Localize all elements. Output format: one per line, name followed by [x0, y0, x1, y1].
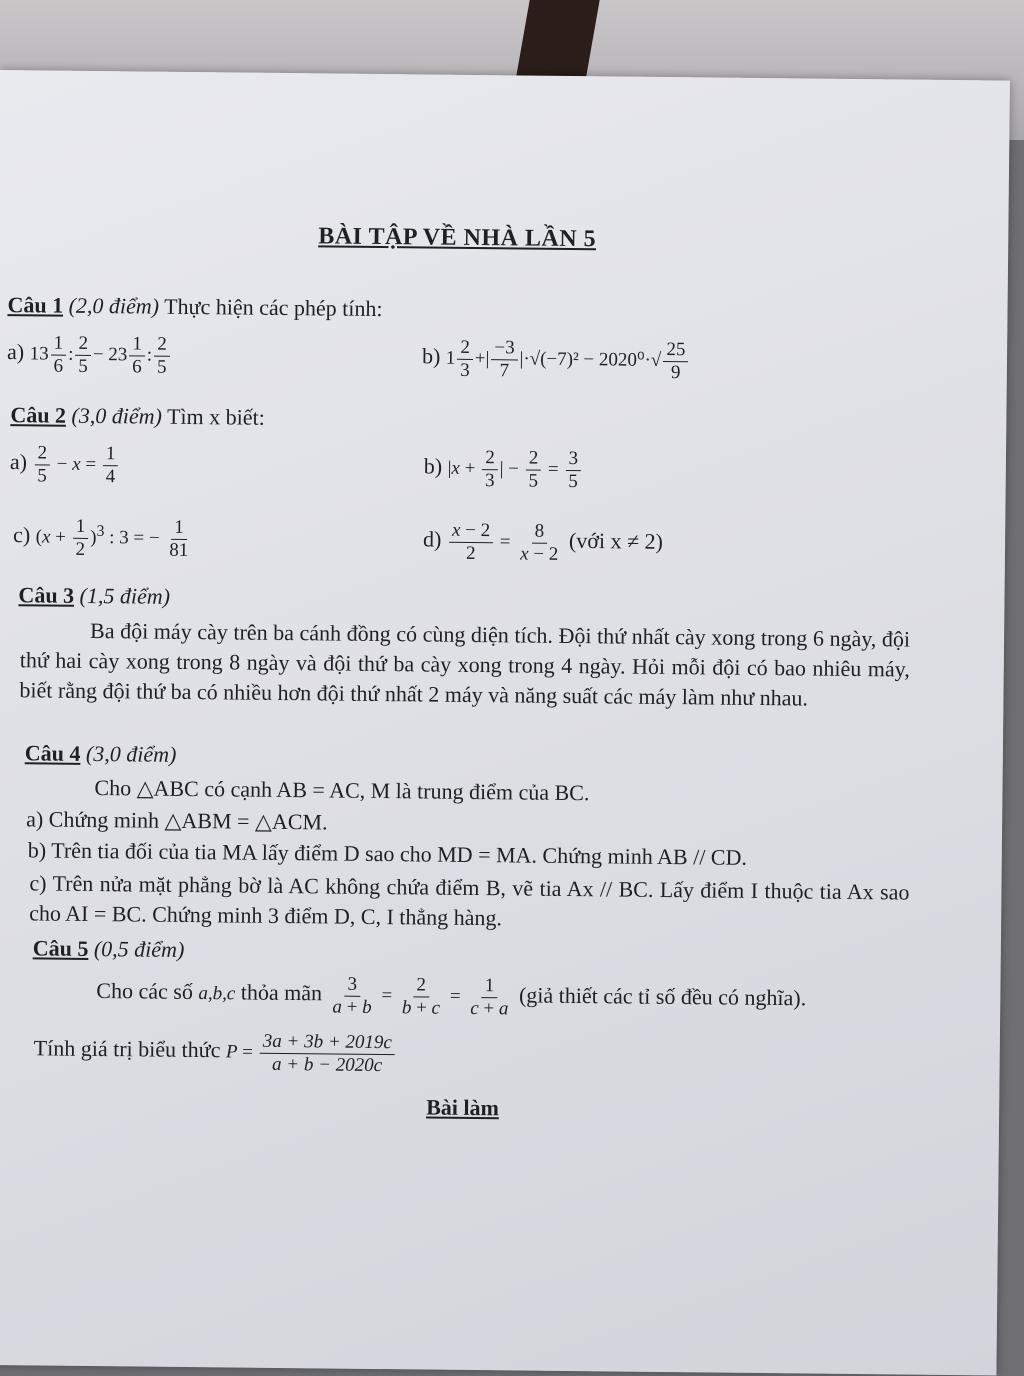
question-4-points: (3,0 điểm) [85, 740, 177, 767]
question-4-label: Câu 4 [24, 740, 81, 766]
question-4-header [25, 740, 177, 768]
question-2d-expression: $\frac{x - 2}{2}$ = $\frac{8}{x - 2}$ [447, 531, 564, 553]
question-5-satisfy: thỏa mãn [240, 979, 323, 1006]
question-5-assumption: (giả thiết các tỉ số đều có nghĩa). [518, 982, 807, 1011]
question-2d-condition: (với x ≠ 2) [568, 527, 664, 554]
question-2a-expression: $\frac{2}{5}$ − x = $\frac{1}{4}$ [32, 453, 120, 475]
question-2b [424, 446, 584, 493]
question-5-compute [33, 1028, 397, 1077]
question-2-points: (3,0 điểm) [71, 402, 163, 429]
question-1b-expression: 1 $\frac{2}{3}$ +| $\frac{-3}{7}$ |·√(−7)² − 2020⁰·√ $\frac{25}{9}$ [446, 348, 691, 372]
question-5-ratios: $\frac{3}{a + b}$ = $\frac{2}{b + c}$ = $\frac{1}{c + a}$ [332, 973, 509, 1020]
question-1-header [7, 292, 382, 322]
question-2c-expression: (x + $\frac{1}{2}$ )$^3$ : 3 = − $\frac{1}{81}$ [35, 515, 189, 561]
question-3-points: (1,5 điểm) [79, 582, 171, 609]
question-2c-label: c) [13, 522, 31, 548]
question-1b [422, 336, 691, 384]
question-5-expression: P = $\frac{3a + 3b + 2019c}{a + b - 2020c}$ [226, 1041, 397, 1064]
question-2-label: Câu 2 [10, 402, 67, 428]
question-1a-label: a) [6, 338, 25, 365]
question-5-vars: a,b,c [198, 982, 236, 1005]
question-2a [10, 442, 121, 488]
question-1b-label: b) [421, 343, 441, 369]
worksheet-page [0, 70, 1010, 1376]
question-3-text: Ba đội máy cày trên ba cánh đồng có cùng diện tích. Đội thứ nhất cày xong trong 6 ngày, đội thứ hai cày xong trong 8 ngày và đội thứ ba cày xong trong 4 ngày. Hỏi mỗi đội có bao nhiêu máy, biết rằng đội thứ ba có nhiều hơn đội thứ nhất 2 máy và năng suất các máy làm như nhau. [19, 617, 911, 711]
question-2b-label: b) [423, 453, 443, 479]
answer-section-title: Bài làm [426, 1094, 500, 1121]
question-3-header [18, 582, 170, 610]
page-title: BÀI TẬP VỀ NHÀ LẦN 5 [318, 223, 597, 253]
question-5-points: (0,5 điểm) [93, 936, 185, 962]
question-2d-label: d) [422, 526, 442, 552]
question-2b-expression: |x + $\frac{2}{3}$ | − $\frac{2}{5}$ = $\frac{3}{5}$ [448, 458, 583, 480]
question-5-header [33, 935, 185, 963]
question-4c: c) Trên nửa mặt phẳng bờ là AC không chứa điểm B, vẽ tia Ax // BC. Lấy điểm I thuộc tia Ax sao cho AI = BC. Chứng minh 3 điểm D, C, I thẳng hàng. [29, 870, 910, 931]
question-1a [7, 332, 172, 379]
question-5-condition [96, 971, 806, 1023]
question-1a-expression: 13 $\frac{1}{6}$ : $\frac{2}{5}$ − 23 $\frac{1}{6}$ : $\frac{2}{5}$ [30, 343, 172, 365]
question-4a: a) Chứng minh △ABM = △ACM. [26, 806, 328, 835]
question-2-prompt: Tìm x biết: [166, 403, 265, 430]
question-1-label: Câu 1 [7, 292, 64, 318]
question-4b: b) Trên tia đối của tia MA lấy điểm D sao cho MD = MA. Chứng minh AB // CD. [27, 837, 748, 870]
question-4-intro: Cho △ABC có cạnh AB = AC, M là trung điểm của BC. [94, 775, 590, 806]
question-2c [13, 515, 194, 562]
question-5-compute-text: Tính giá trị biểu thức [33, 1035, 221, 1063]
question-2d [423, 519, 663, 567]
question-3-label: Câu 3 [18, 582, 75, 608]
question-2a-label: a) [9, 448, 28, 475]
question-5-label: Câu 5 [32, 935, 89, 961]
question-5-intro: Cho các số [96, 977, 194, 1004]
question-1-points: (2,0 điểm) [68, 292, 160, 319]
question-2-header [10, 402, 265, 431]
question-1-prompt: Thực hiện các phép tính: [164, 293, 383, 322]
